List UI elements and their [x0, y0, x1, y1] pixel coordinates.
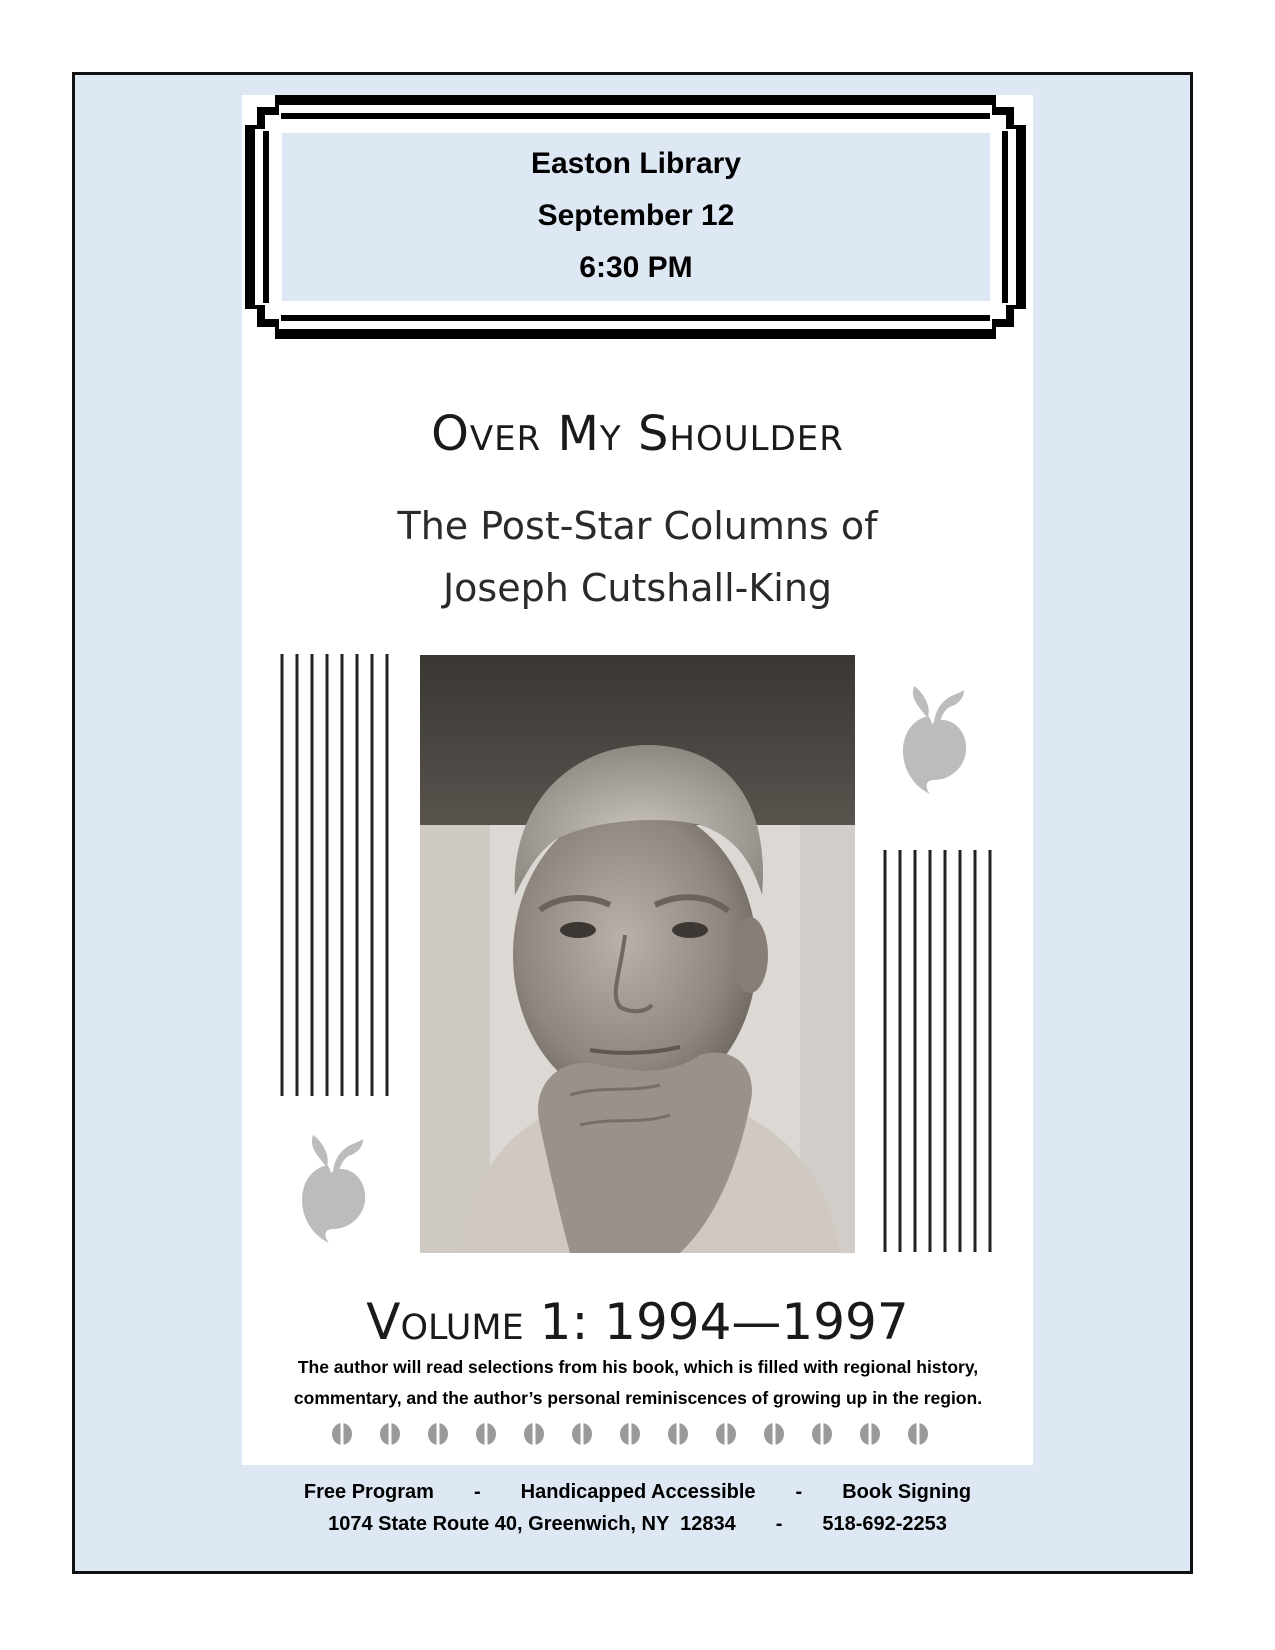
description-line1: The author will read selections from his book, which is filled with regional history,: [297, 1357, 979, 1377]
left-vertical-lines: [280, 654, 390, 1096]
feature-accessible: Handicapped Accessible: [520, 1481, 756, 1503]
library-address: 1074 State Route 40, Greenwich, NY 12834: [328, 1513, 736, 1535]
event-time: 6:30 PM: [579, 251, 693, 284]
footer-separator: -: [795, 1481, 803, 1503]
book-title: Over My Shoulder: [431, 406, 844, 462]
feature-free-program: Free Program: [303, 1481, 434, 1503]
library-phone: 518-692-2253: [822, 1513, 947, 1535]
event-details: [282, 133, 990, 301]
event-date: September 12: [537, 199, 735, 232]
book-subtitle-line1: The Post-Star Columns of: [397, 504, 878, 548]
footer-contact: [72, 1508, 1203, 1540]
author-photo: [420, 655, 855, 1253]
feature-book-signing: Book Signing: [842, 1481, 972, 1503]
oval-divider-row: [330, 1422, 950, 1446]
event-description: [258, 1352, 1018, 1414]
right-vertical-lines: [883, 850, 993, 1252]
book-subtitle: [242, 495, 1033, 619]
event-venue: Easton Library: [530, 147, 742, 180]
book-volume: Volume 1: 1994—1997: [366, 1293, 909, 1351]
footer-separator: -: [473, 1481, 481, 1503]
beet-icon: [898, 676, 978, 803]
book-subtitle-author: Joseph Cutshall-King: [442, 566, 833, 610]
description-line2: commentary, and the author’s personal reminiscences of growing up in the region.: [293, 1388, 983, 1408]
footer-features: [72, 1476, 1203, 1508]
footer-separator: -: [775, 1513, 783, 1535]
beet-icon-bottom: [297, 1125, 377, 1252]
event-footer: [72, 1476, 1203, 1540]
